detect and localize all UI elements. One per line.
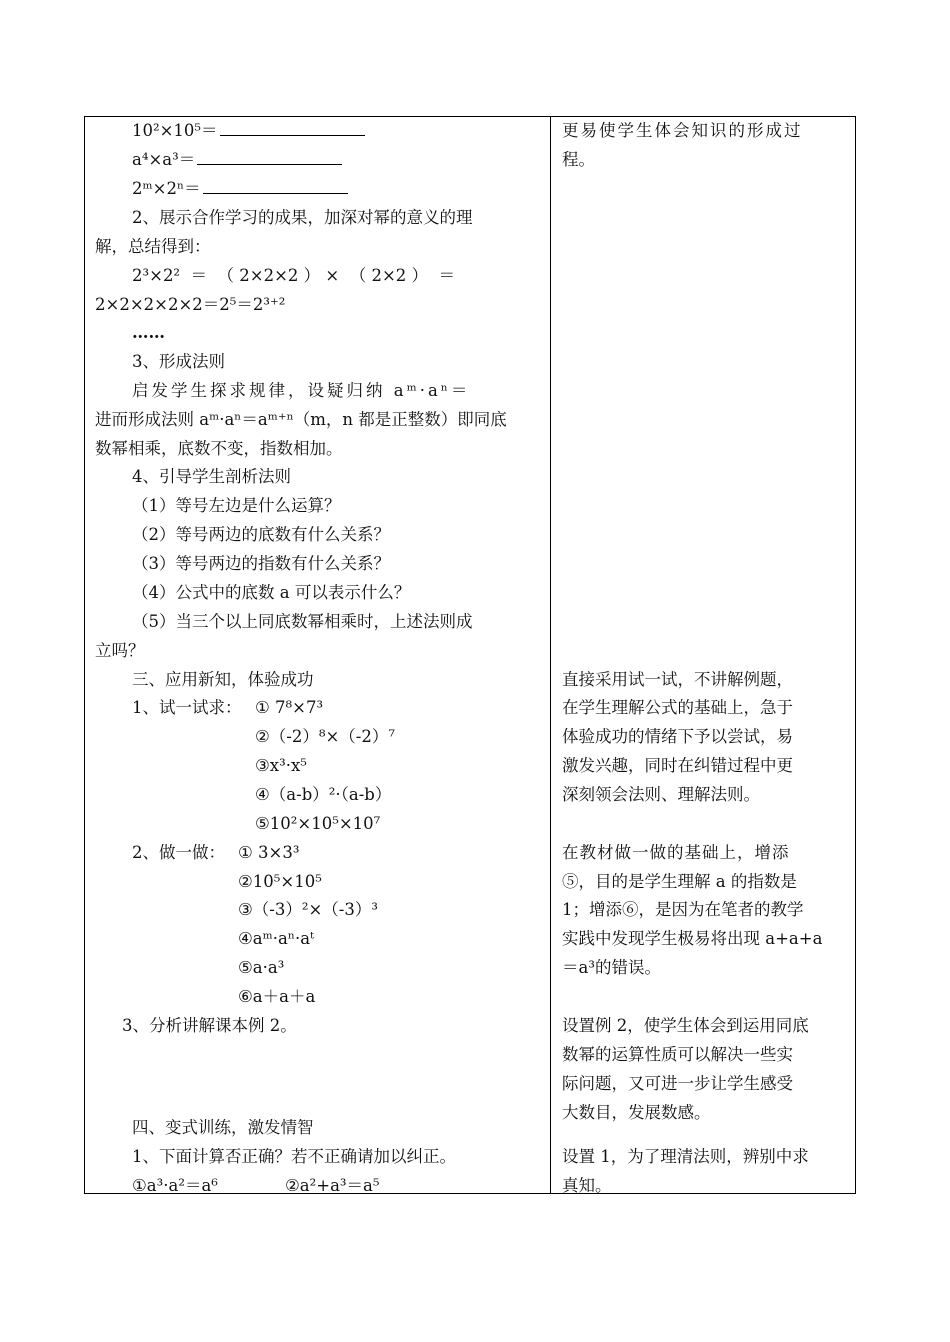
answer-blank	[220, 121, 365, 136]
exercise-item: ①a³·a²＝a⁶	[132, 1176, 218, 1195]
note-line: ⑤，目的是学生理解 a 的指数是	[562, 872, 797, 891]
section-4-title: 四、变式训练，激发情智	[132, 1118, 314, 1137]
note-line: 程。	[562, 150, 595, 169]
question: （2）等号两边的底数有什么关系？	[132, 525, 390, 544]
do-item: ⑤a·a³	[238, 958, 285, 977]
note-line: 在教材做一做的基础上，增添	[562, 843, 790, 862]
note-line: 1；增添⑥，是因为在笔者的教学	[562, 900, 804, 919]
try-item: ②（-2）⁸×（-2）⁷	[255, 727, 395, 746]
question: （5）当三个以上同底数幂相乘时，上述法则成	[132, 612, 473, 631]
step-3-title: 3、形成法则	[132, 352, 225, 371]
do-item: ① 3×3³	[238, 843, 300, 862]
note-line: 深刻领会法则、理解法则。	[562, 785, 760, 804]
equation-3: 2ᵐ×2ⁿ＝	[132, 179, 201, 198]
exercise-item: ②a²+a³＝a⁵	[285, 1176, 380, 1195]
answer-blank	[203, 179, 348, 194]
try-item: ④（a-b）²·（a-b）	[255, 785, 392, 804]
note-line: 激发兴趣，同时在纠错过程中更	[562, 756, 793, 775]
note-line: 真知。	[562, 1176, 612, 1195]
do-label: 2、做一做：	[132, 843, 225, 862]
equation-line	[132, 120, 365, 142]
do-item: ⑥a＋a＋a	[238, 987, 316, 1006]
do-item: ③（-3）²×（-3）³	[238, 900, 378, 919]
note-line: 设置例 2，使学生体会到运用同底	[562, 1016, 809, 1035]
note-line: 数幂的运算性质可以解决一些实	[562, 1045, 793, 1064]
note-line: 大数目，发展数感。	[562, 1103, 711, 1122]
try-item: ⑤10²×10⁵×10⁷	[255, 814, 381, 833]
derivation-line: 2×2×2×2×2＝2⁵＝2³⁺²	[95, 295, 286, 314]
question: （3）等号两边的指数有什么关系？	[132, 554, 390, 573]
exercise-line: 1、下面计算否正确？若不正确请加以纠正。	[132, 1147, 456, 1166]
step-3-text: 进而形成法则 aᵐ·aⁿ＝aᵐ⁺ⁿ（m，n 都是正整数）即同底	[95, 410, 507, 429]
step-4-title: 4、引导学生剖析法则	[132, 467, 291, 486]
step-3-text: 启发学生探求规律，设疑归纳 aᵐ·aⁿ＝	[132, 381, 471, 400]
derivation-line: 2³×2² ＝ （ 2×2×2 ） × （ 2×2 ） ＝	[132, 266, 456, 285]
section-3-title: 三、应用新知，体验成功	[132, 670, 314, 689]
equation-1: 10²×10⁵＝	[132, 121, 218, 140]
step-2-line: 2、展示合作学习的成果，加深对幂的意义的理	[132, 208, 473, 227]
equation-line	[132, 149, 342, 171]
note-line: 设置 1，为了理清法则，辨别中求	[562, 1147, 809, 1166]
equation-line	[132, 178, 348, 200]
step-3-text: 数幂相乘，底数不变，指数相加。	[95, 439, 343, 458]
equation-2: a⁴×a³＝	[132, 150, 196, 169]
step-2-line: 解，总结得到：	[95, 237, 211, 256]
question: （4）公式中的底数 a 可以表示什么？	[132, 583, 411, 602]
do-item: ④aᵐ·aⁿ·aᵗ	[238, 929, 315, 948]
note-line: ＝a³的错误。	[562, 958, 661, 977]
note-line: 更易使学生体会知识的形成过	[562, 121, 803, 140]
note-line: 实践中发现学生极易将出现 a+a+a	[562, 929, 823, 948]
column-divider	[550, 117, 551, 1193]
note-line: 在学生理解公式的基础上，急于	[562, 698, 793, 717]
question: 立吗？	[95, 641, 145, 660]
try-item: ① 7⁸×7³	[255, 698, 324, 717]
try-label: 1、试一试求：	[132, 698, 242, 717]
try-item: ③x³·x⁵	[255, 756, 307, 775]
do-item: ②10⁵×10⁵	[238, 872, 322, 891]
note-line: 直接采用试一试，不讲解例题，	[562, 670, 793, 689]
answer-blank	[197, 150, 342, 165]
note-line: 际问题，又可进一步让学生感受	[562, 1074, 793, 1093]
lesson-table	[84, 116, 856, 1194]
note-line: 体验成功的情绪下予以尝试，易	[562, 727, 793, 746]
example-line: 3、分析讲解课本例 2。	[122, 1016, 297, 1035]
ellipsis: ……	[132, 323, 165, 342]
question: （1）等号左边是什么运算？	[132, 496, 341, 515]
